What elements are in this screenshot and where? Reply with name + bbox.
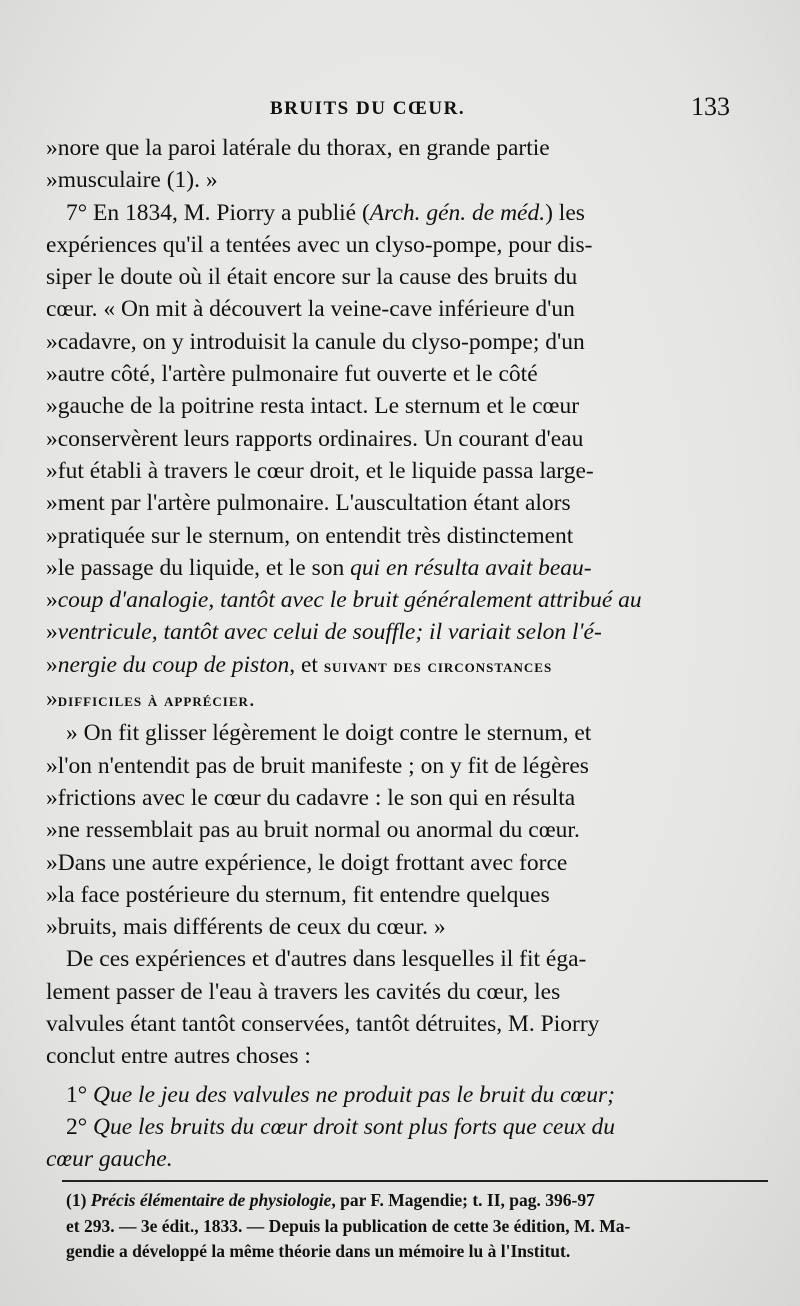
text-line: cœur. « On mit à découvert la veine-cave inférieure d'un [46, 296, 575, 323]
footnote-title: Précis élémentaire de physiologie [90, 1190, 332, 1210]
conclusion-item: 1° Que le jeu des valvules ne produit pas le bruit du cœur; [66, 1081, 615, 1108]
text-line: De ces expériences et d'autres dans lesquelles il fit éga- [66, 946, 587, 973]
text-line: »nergie du coup de piston, et suivant des circonstances [46, 651, 553, 678]
text-line: »difficiles à apprécier. [46, 686, 255, 713]
text-line: »ment par l'artère pulmonaire. L'auscultation étant alors [46, 490, 571, 517]
text-line: »fut établi à travers le cœur droit, et le liquide passa large- [46, 457, 594, 484]
text-line: »la face postérieure du sternum, fit entendre quelques [46, 881, 550, 908]
text-line: »ventricule, tantôt avec celui de souffle; il variait selon l'é- [46, 619, 602, 646]
text-line: »autre côté, l'artère pulmonaire fut ouverte et le côté [46, 361, 538, 388]
footnote-line: et 293. — 3e édit., 1833. — Depuis la publication de cette 3e édition, M. Ma- [66, 1215, 631, 1236]
footnote-line: (1) Précis élémentaire de physiologie, par F. Magendie; t. II, pag. 396-97 [66, 1190, 595, 1210]
running-title: BRUITS DU CŒUR. [270, 98, 466, 119]
conclusion-item: 2° Que les bruits du cœur droit sont plus forts que ceux du [66, 1113, 616, 1140]
text-line: »bruits, mais différents de ceux du cœur. » [46, 914, 446, 941]
running-head [60, 92, 740, 126]
body-text [46, 132, 764, 1176]
footnote-rule [62, 1180, 768, 1182]
text-line: »ne ressemblait pas au bruit normal ou anormal du cœur. [46, 817, 580, 844]
footnote-line: gendie a développé la même théorie dans un mémoire lu à l'Institut. [66, 1241, 571, 1261]
text-line: valvules étant tantôt conservées, tantôt détruites, M. Piorry [46, 1011, 600, 1038]
text-line: »nore que la paroi latérale du thorax, en grande partie [46, 135, 550, 161]
conclusion-item: cœur gauche. [46, 1146, 173, 1173]
journal-citation: Arch. gén. de méd. [369, 199, 546, 226]
text-line: »musculaire (1). » [46, 167, 218, 194]
text-line: »pratiquée sur le sternum, on entendit très distinctement [46, 522, 574, 549]
text-line: »gauche de la poitrine resta intact. Le sternum et le cœur [46, 393, 580, 420]
text-line: siper le doute où il était encore sur la cause des bruits du [46, 264, 578, 291]
footnote [66, 1188, 770, 1265]
text-line: lement passer de l'eau à travers les cavités du cœur, les [46, 978, 561, 1005]
text-line: »coup d'analogie, tantôt avec le bruit généralement attribué au [46, 587, 642, 614]
text-line: »conservèrent leurs rapports ordinaires. Un courant d'eau [46, 425, 584, 452]
text-line: 7° En 1834, M. Piorry a publié (Arch. gén. de méd.) les [66, 199, 585, 226]
text-line: »Dans une autre expérience, le doigt frottant avec force [46, 849, 568, 876]
text-line: expériences qu'il a tentées avec un clyso-pompe, pour dis- [46, 231, 593, 258]
text-line: »frictions avec le cœur du cadavre : le son qui en résulta [46, 784, 576, 811]
page-number: 133 [691, 92, 730, 121]
text-line: conclut entre autres choses : [46, 1043, 311, 1070]
text-line: » On fit glisser légèrement le doigt contre le sternum, et [66, 720, 592, 747]
text-line: »cadavre, on y introduisit la canule du clyso-pompe; d'un [46, 328, 585, 355]
text-line: »l'on n'entendit pas de bruit manifeste ; on y fit de légères [46, 752, 589, 779]
text-line: »le passage du liquide, et le son qui en résulta avait beau- [46, 554, 592, 581]
